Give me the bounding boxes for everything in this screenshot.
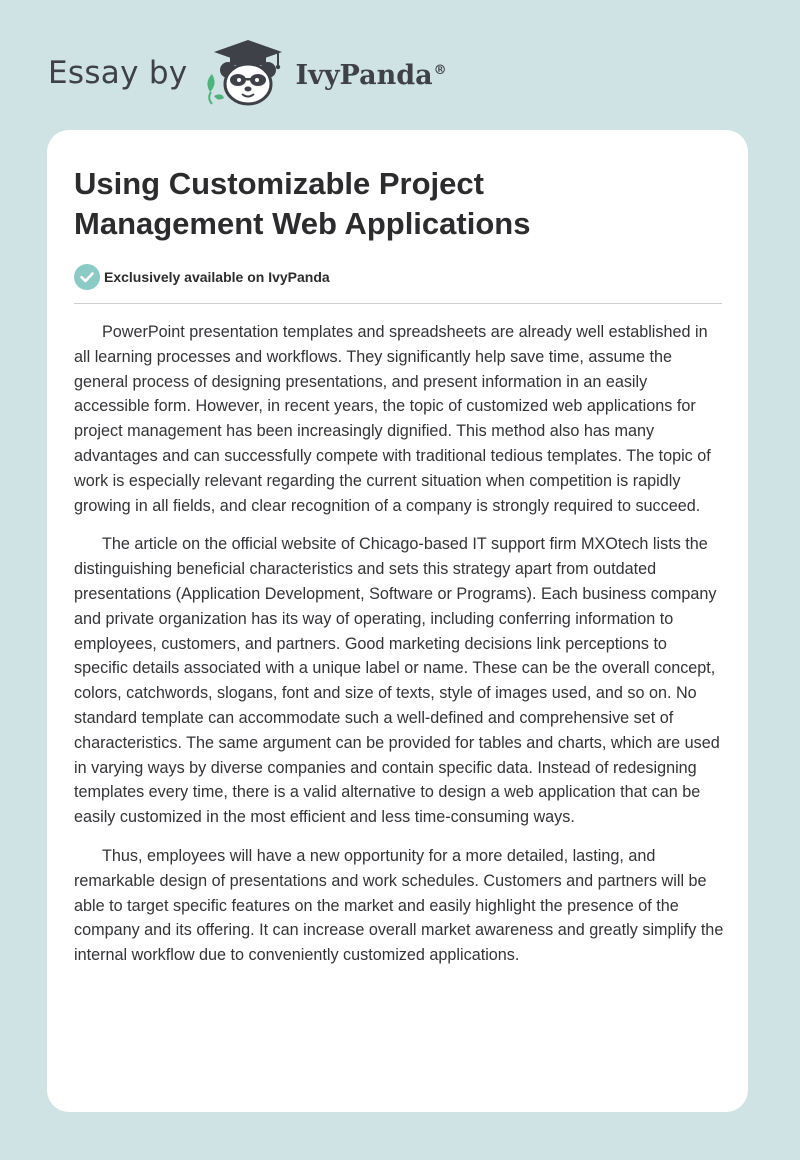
brand-prefix: Essay by [48, 54, 188, 91]
registered-mark: ® [433, 62, 447, 78]
exclusive-badge [74, 264, 330, 290]
essay-paragraph: The article on the official website of Chicago-based IT support firm MXOtech lists the distinguishing beneficial characteristics and sets this strategy apart from outdated presentations (Application Development, Software or Programs). Each business company and private organization has its way of operating, including conferring information to employees, customers, and partners. Good marketing decisions link perceptions to specific details associated with a unique label or name. These can be the overall concept, colors, catchwords, slogans, font and size of texts, style of images used, and so on. No standard template can accommodate such a well-defined and comprehensive set of characteristics. The same argument can be provided for tables and charts, which are used in varying ways by diverse companies and contain specific data. Instead of redesigning templates every time, there is a valid alternative to design a web application that can be easily customized in the most efficient and less time-consuming ways. [74, 535, 720, 827]
essay-card [47, 130, 748, 1112]
title-divider [74, 303, 722, 304]
brand-header[interactable] [48, 36, 447, 110]
exclusive-badge-text: Exclusively available on IvyPanda [104, 269, 330, 285]
brand-name-text: IvyPanda [295, 59, 433, 91]
essay-paragraph: Thus, employees will have a new opportunity for a more detailed, lasting, and remarkable design of presentations and work schedules. Customers and partners will be able to target specific features on the market and easily highlight the presence of the company and its offering. It can increase overall market awareness and greatly simplify the internal workflow due to conveniently customized applications. [74, 846, 724, 965]
essay-title: Using Customizable Project Management Web Applications [74, 166, 531, 241]
check-circle-icon [74, 264, 100, 290]
essay-body [74, 320, 724, 982]
brand-name [295, 59, 447, 91]
panda-logo-icon [202, 36, 294, 110]
essay-paragraph: PowerPoint presentation templates and spreadsheets are already well established in all learning processes and workflows. They significantly help save time, assume the general process of designing presentations, and present information in an easily accessible form. However, in recent years, the topic of customized web applications for project management has been increasingly dignified. This method also has many advantages and can successfully compete with traditional tedious templates. The topic of work is especially relevant regarding the current situation when competition is rapidly growing in all fields, and clear recognition of a company is strongly required to succeed. [74, 323, 711, 515]
